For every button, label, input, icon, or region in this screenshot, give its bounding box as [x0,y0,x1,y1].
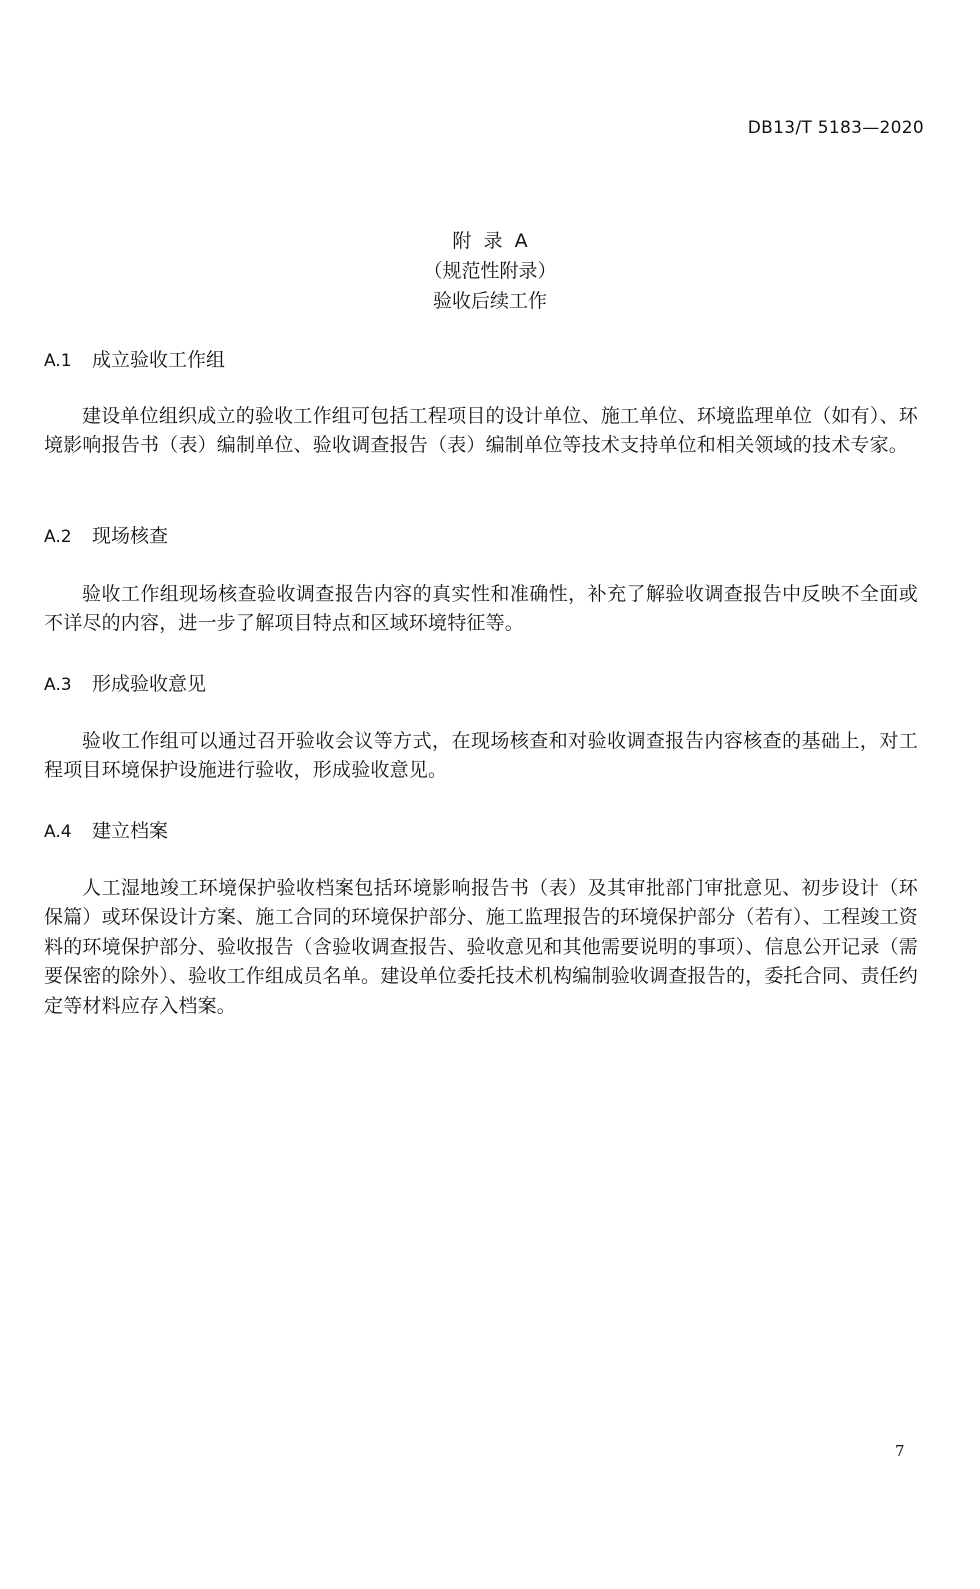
appendix-header [0,226,980,316]
section-title: 形成验收意见 [92,673,207,695]
section-a3 [44,670,918,699]
section-paragraph: 建设单位组织成立的验收工作组可包括工程项目的设计单位、施工单位、环境监理单位（如有）、环境影响报告书（表）编制单位、验收调查报告（表）编制单位等技术支持单位和相关领域的技术专家。 [44,405,918,457]
appendix-type: （规范性附录） [423,260,557,282]
section-a1 [44,346,918,375]
section-a4-body [44,874,918,1021]
section-paragraph: 验收工作组可以通过召开验收会议等方式，在现场核查和对验收调查报告内容核查的基础上，对工程项目环境保护设施进行验收，形成验收意见。 [44,730,918,782]
section-number: A.1 [44,351,72,371]
section-a2 [44,522,918,551]
section-title: 现场核查 [92,525,169,547]
section-title: 成立验收工作组 [92,349,226,371]
section-a3-body [44,727,918,786]
section-a2-body [44,580,918,639]
section-paragraph: 验收工作组现场核查验收调查报告内容的真实性和准确性，补充了解验收调查报告中反映不全面或不详尽的内容，进一步了解项目特点和区域环境特征等。 [44,583,918,635]
section-number: A.3 [44,675,72,695]
section-a1-body [44,402,918,461]
page-number: 7 [895,1442,905,1460]
section-heading [44,670,918,699]
section-a4 [44,817,918,846]
section-title: 建立档案 [92,820,169,842]
appendix-label: 附 录 A [452,230,528,252]
section-number: A.4 [44,822,72,842]
section-paragraph: 人工湿地竣工环境保护验收档案包括环境影响报告书（表）及其审批部门审批意见、初步设计（环保篇）或环保设计方案、施工合同的环境保护部分、施工监理报告的环境保护部分（若有）、工程竣工资料的环境保护部分、验收报告（含验收调查报告、验收意见和其他需要说明的事项）、信息公开记录（需要保密的除外）、验收工作组成员名单。建设单位委托技术机构编制验收调查报告的，委托合同、责任约定等材料应存入档案。 [44,877,918,1017]
document-code: DB13/T 5183—2020 [747,118,924,138]
appendix-title: 验收后续工作 [432,290,547,312]
section-heading [44,817,918,846]
section-heading [44,346,918,375]
section-heading [44,522,918,551]
section-number: A.2 [44,527,72,547]
